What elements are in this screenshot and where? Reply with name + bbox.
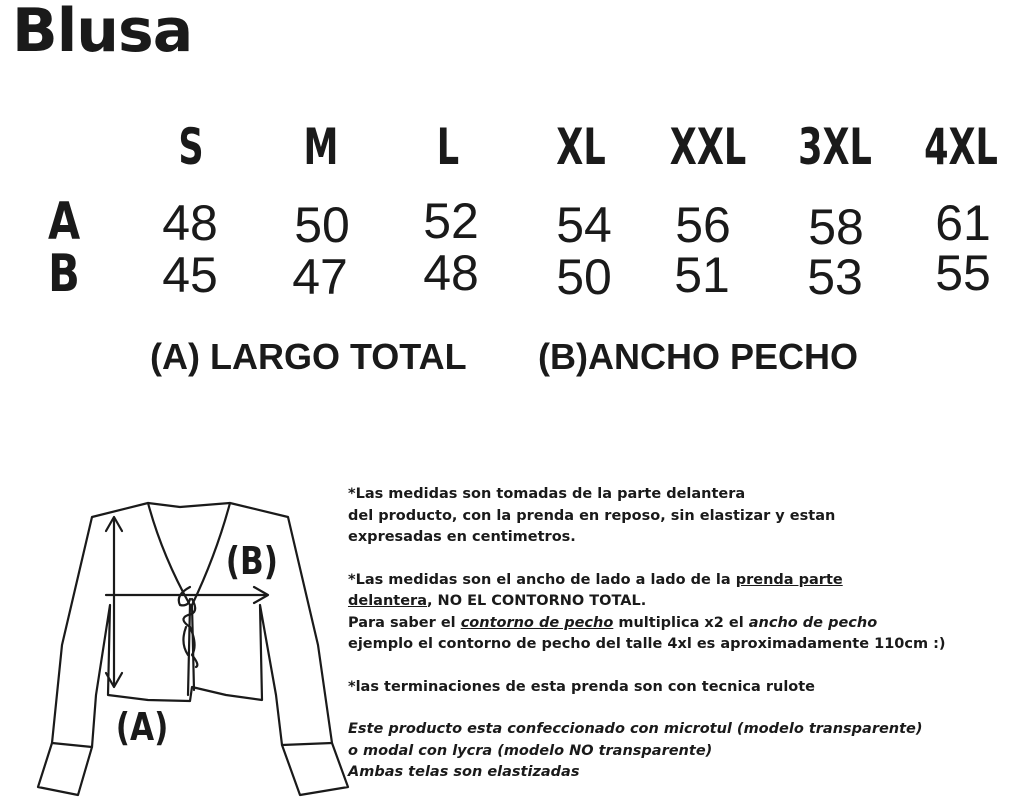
value-a-4xl: 61	[935, 195, 991, 251]
note-line	[348, 613, 1024, 635]
drawing-label-b: (B)	[225, 539, 278, 583]
note-line: o modal con lycra (modelo NO transparente)	[348, 742, 713, 759]
value-b-3xl: 53	[807, 249, 863, 305]
legend-largo-total: (A) LARGO TOTAL	[150, 336, 467, 377]
note-emphasis: ancho de pecho	[748, 614, 878, 631]
value-a-s: 48	[162, 195, 218, 251]
value-b-m: 47	[292, 249, 348, 305]
note-line: Ambas telas son elastizadas	[348, 764, 580, 780]
note-text: *Las medidas son el ancho de lado a lado de la	[348, 571, 736, 588]
value-b-4xl: 55	[935, 245, 991, 301]
note-text: , NO EL CONTORNO TOTAL.	[427, 593, 647, 609]
page-title: Blusa	[12, 0, 193, 66]
garment-diagram	[30, 495, 350, 804]
value-a-xxl: 56	[675, 197, 731, 253]
size-label-m: M	[303, 118, 339, 176]
size-label-l: L	[436, 118, 460, 176]
note-text: Para saber el	[348, 614, 461, 631]
drawing-label-a: (A)	[115, 705, 169, 749]
value-a-xl: 54	[556, 197, 612, 253]
note-line: ejemplo el contorno de pecho del talle 4xl es aproximadamente 110cm :)	[348, 636, 946, 652]
blouse-outline-icon	[30, 495, 350, 804]
note-text: multiplica x2 el	[613, 614, 749, 631]
value-a-3xl: 58	[808, 199, 864, 255]
note-line: Este producto esta confeccionado con microtul (modelo transparente)	[348, 721, 923, 737]
size-label-xl: XL	[556, 118, 606, 176]
note-line	[348, 591, 1024, 613]
value-a-m: 50	[294, 197, 350, 253]
value-b-s: 45	[162, 247, 218, 303]
note-emphasis: contorno de pecho	[460, 614, 614, 631]
size-label-3xl: 3XL	[798, 118, 872, 176]
note-line: *las terminaciones de esta prenda son con tecnica rulote	[348, 678, 816, 695]
value-a-l: 52	[423, 193, 479, 249]
size-label-s: S	[178, 118, 204, 176]
note-line	[348, 570, 1024, 592]
note-line: del producto, con la prenda en reposo, sin elastizar y estan	[348, 507, 836, 524]
note-line: expresadas en centimetros.	[348, 529, 576, 545]
value-b-xxl: 51	[674, 247, 730, 303]
size-label-4xl: 4XL	[924, 118, 998, 176]
note-line: *Las medidas son tomadas de la parte delantera	[348, 486, 746, 502]
row-label-b: B	[48, 244, 80, 304]
value-b-xl: 50	[556, 249, 612, 305]
row-label-a: A	[48, 192, 81, 252]
note-emphasis: prenda parte	[735, 571, 843, 588]
legend-ancho-pecho: (B)ANCHO PECHO	[538, 336, 858, 377]
size-label-xxl: XXL	[669, 118, 747, 176]
measurement-notes	[348, 484, 1024, 784]
note-emphasis: delantera	[348, 593, 427, 609]
value-b-l: 48	[423, 245, 479, 301]
